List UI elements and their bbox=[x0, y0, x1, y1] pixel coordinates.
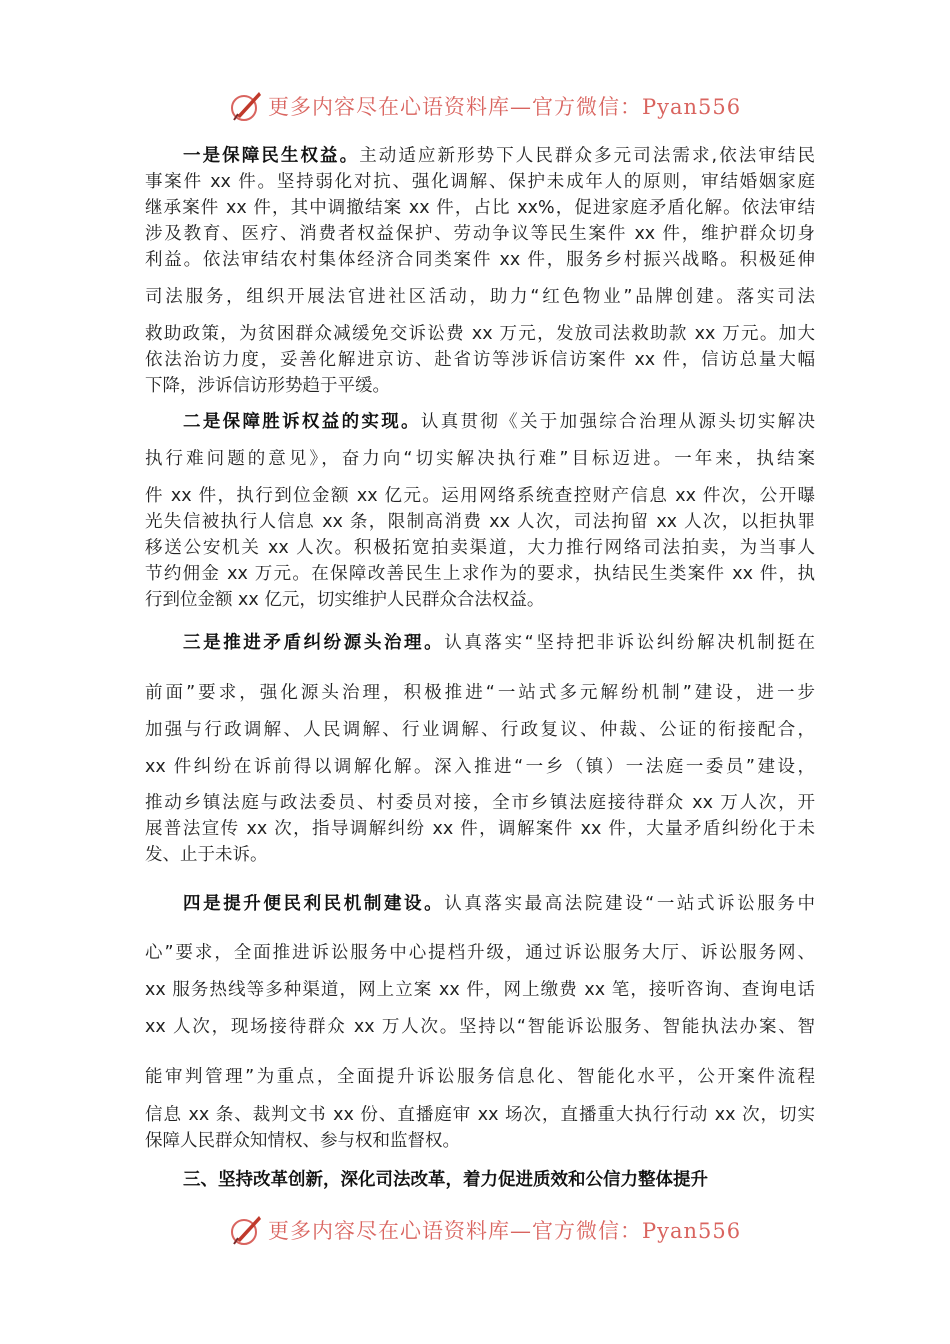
paragraph-line: 节约佣金 xx 万元。在保障改善民生上求作为的要求，执结民生类案件 xx 件，执 bbox=[145, 564, 815, 584]
paragraph-lead: 二是保障胜诉权益的实现。 bbox=[183, 412, 421, 432]
quill-seal-icon bbox=[228, 1212, 264, 1248]
paragraph-line: 主动适应新形势下人民群众多元司法需求,依法审结民 bbox=[359, 146, 815, 166]
paragraph-lead: 一是保障民生权益。 bbox=[183, 146, 360, 166]
paragraph-line: 认真落实最高法院建设“一站式诉讼服务中 bbox=[444, 894, 815, 914]
paragraph-line: 救助政策，为贫困群众减缓免交诉讼费 xx 万元，发放司法救助款 xx 万元。加大 bbox=[145, 324, 815, 344]
paragraph-line: 心”要求，全面推进诉讼服务中心提档升级，通过诉讼服务大厅、诉讼服务网、 bbox=[145, 943, 815, 963]
paragraph-line: 继承案件 xx 件，其中调撤结案 xx 件，占比 xx%，促进家庭矛盾化解。依法审结 bbox=[145, 198, 815, 218]
paragraph-line: 执行难问题的意见》，奋力向“切实解决执行难”目标迈进。一年来，执结案 bbox=[145, 449, 815, 469]
paragraph-line: 件 xx 件，执行到位金额 xx 亿元。运用网络系统查控财产信息 xx 件次，公开曝 bbox=[145, 486, 815, 506]
paragraph-line: 行到位金额 xx 亿元，切实维护人民群众合法权益。 bbox=[145, 590, 545, 610]
section-heading: 三、坚持改革创新，深化司法改革，着力促进质效和公信力整体提升 bbox=[183, 1170, 708, 1190]
header-banner-text: 更多内容尽在心语资料库—官方微信：Pyan556 bbox=[268, 95, 742, 119]
paragraph-line: 前面”要求，强化源头治理，积极推进“一站式多元解纷机制”建设，进一步 bbox=[145, 683, 815, 703]
paragraph-line: 推动乡镇法庭与政法委员、村委员对接，全市乡镇法庭接待群众 xx 万人次，开 bbox=[145, 793, 815, 813]
paragraph-line: 发、止于未诉。 bbox=[145, 845, 268, 865]
paragraph-line: xx 件纠纷在诉前得以调解化解。深入推进“一乡（镇）一法庭一委员”建设， bbox=[145, 757, 815, 777]
quill-seal-icon bbox=[228, 88, 264, 124]
paragraph-line: xx 人次，现场接待群众 xx 万人次。坚持以“智能诉讼服务、智能执法办案、智 bbox=[145, 1017, 815, 1037]
paragraph-line: 加强与行政调解、人民调解、行业调解、行政复议、仲裁、公证的衔接配合， bbox=[145, 720, 815, 740]
paragraph-line: 认真贯彻《关于加强综合治理从源头切实解决 bbox=[420, 412, 815, 432]
paragraph-line: 依法治访力度，妥善化解进京访、赴省访等涉诉信访案件 xx 件，信访总量大幅 bbox=[145, 350, 815, 370]
paragraph-line: 利益。依法审结农村集体经济合同类案件 xx 件，服务乡村振兴战略。积极延伸 bbox=[145, 250, 815, 270]
header-banner bbox=[228, 86, 741, 126]
paragraph-line: 事案件 xx 件。坚持弱化对抗、强化调解、保护未成年人的原则，审结婚姻家庭 bbox=[145, 172, 815, 192]
paragraph-line: 信息 xx 条、裁判文书 xx 份、直播庭审 xx 场次，直播重大执行行动 xx 次，切实 bbox=[145, 1105, 815, 1125]
footer-banner bbox=[228, 1210, 741, 1250]
paragraph-line: xx 服务热线等多种渠道，网上立案 xx 件，网上缴费 xx 笔，接听咨询、查询电话 bbox=[145, 980, 815, 1000]
paragraph-line: 光失信被执行人信息 xx 条，限制高消费 xx 人次，司法拘留 xx 人次，以拒执罪 bbox=[145, 512, 815, 532]
paragraph-line: 司法服务，组织开展法官进社区活动，助力“红色物业”品牌创建。落实司法 bbox=[145, 287, 815, 307]
paragraph-line: 展普法宣传 xx 次，指导调解纠纷 xx 件，调解案件 xx 件，大量矛盾纠纷化于未 bbox=[145, 819, 815, 839]
paragraph-lead: 四是提升便民利民机制建设。 bbox=[183, 894, 445, 914]
paragraph-line: 移送公安机关 xx 人次。积极拓宽拍卖渠道，大力推行网络司法拍卖，为当事人 bbox=[145, 538, 815, 558]
paragraph-line: 保障人民群众知情权、参与权和监督权。 bbox=[145, 1131, 460, 1151]
paragraph-line: 涉及教育、医疗、消费者权益保护、劳动争议等民生案件 xx 件，维护群众切身 bbox=[145, 224, 815, 244]
paragraph-line: 认真落实“坚持把非诉讼纠纷解决机制挺在 bbox=[444, 633, 815, 653]
paragraph-line: 能审判管理”为重点，全面提升诉讼服务信息化、智能化水平，公开案件流程 bbox=[145, 1067, 815, 1087]
footer-banner-text: 更多内容尽在心语资料库—官方微信：Pyan556 bbox=[268, 1219, 742, 1243]
paragraph-lead: 三是推进矛盾纠纷源头治理。 bbox=[183, 633, 445, 653]
paragraph-line: 下降，涉诉信访形势趋于平缓。 bbox=[145, 376, 390, 396]
